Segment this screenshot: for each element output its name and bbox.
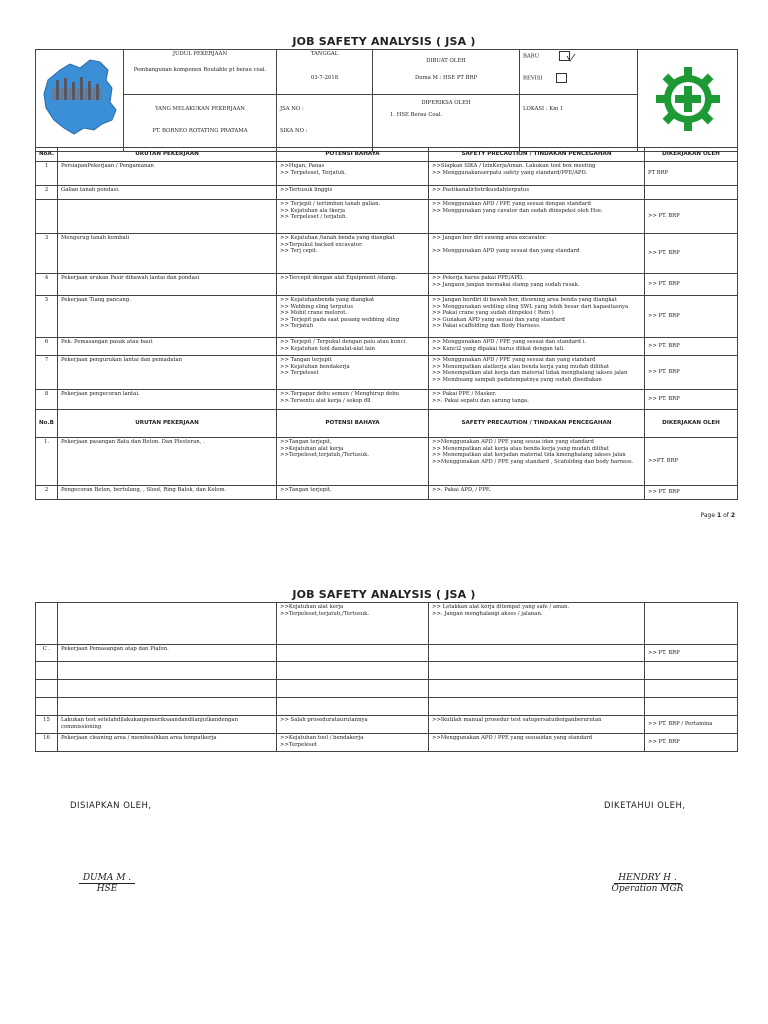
doc-title: JOB SAFETY ANALYSIS ( JSA ) — [292, 35, 476, 48]
dibuat-label: DIBUAT OLEH — [426, 58, 466, 64]
hazard — [277, 645, 429, 662]
hazard: >>.Terpapar debu semen / Menghirup debu >>.Tersentu alat kerja / sekop dll — [277, 390, 429, 410]
table-row — [36, 234, 738, 274]
company-logo-cell — [36, 50, 124, 152]
table-row — [36, 338, 738, 356]
k3-logo-cell — [638, 50, 738, 152]
kalimantan-map-logo — [36, 50, 122, 148]
pelaksana-cell — [124, 94, 277, 151]
revisi-checkbox[interactable] — [556, 73, 567, 83]
lokasi-cell — [520, 94, 638, 151]
table-row — [36, 200, 738, 234]
table-row — [36, 274, 738, 296]
hazard: >> Kejatuhanbenda yang diangkat >> Webbing sling terputus >> Mobil crane melorot. >> Terjepit pada saat pasang webbing sling >> Terjatuh — [277, 296, 429, 338]
safety-precaution: >>Ikutilah manual prosedur test satupersatudenganberurutan — [429, 716, 645, 734]
safety-precaution: >> Pekerja harus pakai PPE/APD. >> Jangann jangan memakai stamp yang sudah rusak. — [429, 274, 645, 296]
row-number: 1. — [36, 438, 58, 486]
hazard: >> Terjepit / Terpukul dengan palu atau kunci. >> Kejatuhan tool danalat-alat lain — [277, 338, 429, 356]
safety-precaution: >> Pakai PPE / Masker. >>. Pakai sepatu dan sarung tanga. — [429, 390, 645, 410]
page-number — [701, 512, 735, 519]
row-number: 4 — [36, 274, 58, 296]
hazard: >> Salah prosedurataurutannya — [277, 716, 429, 734]
table-row — [36, 716, 738, 734]
baru-row — [523, 51, 634, 61]
row-number — [36, 680, 58, 698]
judul-label: JUDUL PEKERJAAN — [172, 51, 228, 57]
pelaksana-value: PT. BORNEO ROTATING PRATAMA — [152, 128, 248, 135]
done-by: >> PT. BRP — [645, 200, 738, 234]
task-step — [58, 680, 277, 698]
section-b-body — [36, 438, 738, 500]
page-2-body — [36, 603, 738, 752]
table-row — [36, 734, 738, 752]
diperiksa-cell — [373, 94, 520, 151]
hazard — [277, 680, 429, 698]
row-number: 5 — [36, 296, 58, 338]
col-dikerjakan-b: DIKERJAKAN OLEH — [645, 410, 738, 438]
row-number: C . — [36, 645, 58, 662]
done-by: >>PT. BRP — [645, 438, 738, 486]
row-number: 8 — [36, 390, 58, 410]
row-number: 7 — [36, 356, 58, 390]
task-step: Pek. Pemasangan pasak atau baut — [58, 338, 277, 356]
prepared-signature — [72, 873, 142, 894]
row-number — [36, 603, 58, 645]
prepared-by-label: DISIAPKAN OLEH, — [70, 801, 152, 811]
acknowledged-by-label: DIKETAHUI OLEH, — [604, 801, 686, 811]
done-by: >> PT. BRP — [645, 296, 738, 338]
task-step — [58, 662, 277, 680]
task-step — [58, 603, 277, 645]
hazard: >>Tangan terjepit, — [277, 486, 429, 500]
hazard — [277, 698, 429, 716]
done-by — [645, 186, 738, 200]
revisi-row — [523, 73, 634, 83]
page-2 — [0, 585, 768, 1024]
col-urutan-b: URUTAN PEKERJAAN — [58, 410, 277, 438]
page-of: of — [723, 512, 729, 519]
done-by: >> PT. BRP — [645, 274, 738, 296]
done-by: >> PT. BRP — [645, 356, 738, 390]
table-row — [36, 662, 738, 680]
sika-no-label: SIKA NO : — [280, 128, 308, 135]
page-current: 1 — [716, 512, 722, 519]
task-step: Pekerjaan cleaning area / membesihkan area tempatkerja — [58, 734, 277, 752]
diperiksa-value: 1. HSE Berau Coal. — [390, 112, 443, 119]
safety-precaution: >>Menggunakan APD / PPE yang sesuaidan yang standard — [429, 734, 645, 752]
tanggal-cell — [277, 50, 373, 95]
row-number: 1 — [36, 162, 58, 186]
table-row — [36, 698, 738, 716]
jsa-steps-table-a — [35, 147, 738, 500]
done-by: PT BRP — [645, 162, 738, 186]
col-no-a: NoA. — [36, 148, 58, 162]
hazard: >> Kejatuhan /tanah benda yang diangkat >>Terpukul backed excavator. >> Terj cepit. — [277, 234, 429, 274]
safety-precaution: >> Jangan ber diri suwing area excavator. >> Menggunakan APD yang sesuai dan yang standard — [429, 234, 645, 274]
safety-precaution: >> Letakkan alat kerja ditempat yang safe / aman. >>. Jangan menghalangi akses / jalanan. — [429, 603, 645, 645]
task-step: Pekerjaan pasangan Bata dan Beton. Dan Plesteran, . — [58, 438, 277, 486]
safety-precaution: >>Menggunakan APD / PPE yang sesua idan yang standard >> Menempatkan alat kerja atau benda kerja yang mudah dilihat >> Menempatkan alat kerjadan material tida kmenghalang iakses jalan >>Menggunakan APD / PPE yang standard , Scafolding dan body harness. — [429, 438, 645, 486]
dibuat-value: Duma M : HSE PT BRP — [414, 74, 478, 81]
row-number: 15 — [36, 716, 58, 734]
safety-precaution — [429, 680, 645, 698]
safety-precaution: >>Siapkan SIKA / IzinKerjaAman. Lakukan tool box meeting >> Menggunakanserpatu safety yang standard/PPE/APD. — [429, 162, 645, 186]
hazard: >>Kejatuhan alat kerja >>Terpeleset,terjatuh,/Tertusuk. — [277, 603, 429, 645]
hazard: >> Tangan terjepit >> Kejatuhan bendakerja >> Terpeleset — [277, 356, 429, 390]
hazard: >>Tangan terjepit, >>Kejatuhan alat kerja >>Terpeleset,terjatuh,/Tertusuk. — [277, 438, 429, 486]
done-by: >> PT. BRP — [645, 734, 738, 752]
row-number — [36, 698, 58, 716]
hazard — [277, 662, 429, 680]
col-potensi-b: POTENSI BAHAYA — [277, 410, 429, 438]
acknowledged-signature — [605, 873, 690, 894]
task-step: Pengecoran Beton, bertulang, , Sloof, Ring Balok, dan Kolom. — [58, 486, 277, 500]
checkmark-icon — [566, 53, 576, 63]
done-by — [645, 662, 738, 680]
done-by — [645, 680, 738, 698]
col-dikerjakan: DIKERJAKAN OLEH — [645, 148, 738, 162]
task-step: Galian tanah pondasi. — [58, 186, 277, 200]
baru-label: BARU — [523, 53, 540, 60]
judul-cell — [124, 50, 277, 95]
task-step: Pekerjaan pengecoran lantai. — [58, 390, 277, 410]
col-no-b: No.B — [36, 410, 58, 438]
safety-precaution: >> Menggunakan APD / PPE yang sesuai dengan standard >> Menggunakan yang cavator dan sudah diinspeksi oleh Hse. — [429, 200, 645, 234]
done-by: >> PT. BRP — [645, 338, 738, 356]
task-step: Mengurug tanah kembali — [58, 234, 277, 274]
row-number: 16 — [36, 734, 58, 752]
acknowledged-name: HENDRY H . — [614, 873, 680, 884]
judul-value: Pembangunan komponen Routable pt berau coal. — [133, 66, 267, 73]
col-safety: SAFETY PRECAUTION / TINDAKAN PENCEGAHAN — [429, 148, 645, 162]
task-step — [58, 200, 277, 234]
safety-precaution: >> Menggunakan APD / PPE yang sesuai dan standard i. >> Kunci2 yang dipakai harus diikat dengan tali. — [429, 338, 645, 356]
tanggal-value: 03-7-2018 — [310, 74, 339, 81]
col-urutan: URUTAN PEKERJAAN — [58, 148, 277, 162]
lokasi-label: LOKASI : Km 1 — [523, 105, 564, 112]
page-total: 2 — [730, 512, 735, 519]
safety-precaution: >> Jangan berdiri di bawah ber, diswning area benda yang diangkat >> Menggunakan webling sling SWL yang lebih besar dari kapasitasnya >> Pakai crane yang sudah diinpeksi ( Rem ) >> Gunakan APD yang sesuai dan yang standard >> Pakai scaffolding dan Body Harness. — [429, 296, 645, 338]
page-label: Page — [700, 512, 716, 519]
table-row — [36, 486, 738, 500]
doc-title-page-2: JOB SAFETY ANALYSIS ( JSA ) — [292, 588, 476, 601]
hazard: >>Hujan, Panas >> Terpeleset, Terjatuh. — [277, 162, 429, 186]
jsa-no-label: JSA NO : — [280, 105, 304, 112]
done-by: >> PT. BRP — [645, 645, 738, 662]
safety-precaution: >> Menggunakan APD / PPE yang sesuai dan yang standard >> Menempatkan alatkerja atau benda kerja yang mudah diliihat >> Menempatkan alat kerja dan material tidak menghalang iakses jalan >> Membuang sampah padatempatnya yang sudah disediakan — [429, 356, 645, 390]
hazard: >> Terjepit / tertimbun tanah galian. >> Kejatuhan ala tkerja >> Terpeleset / terjatuh. — [277, 200, 429, 234]
safety-precaution: >> Pastikanalirlistrikusdahterputus — [429, 186, 645, 200]
acknowledged-role: Operation MGR — [611, 884, 684, 894]
prepared-role: HSE — [96, 884, 118, 894]
task-step — [58, 698, 277, 716]
row-number: 3 — [36, 234, 58, 274]
done-by: >> PT. BRP — [645, 234, 738, 274]
revisi-label: REVISI — [523, 75, 543, 82]
hazard: >>Tertusuk linggis — [277, 186, 429, 200]
table-row — [36, 438, 738, 486]
hazard: >>Tercepit dengan alat Equipment /stamp. — [277, 274, 429, 296]
table-row — [36, 162, 738, 186]
task-step: Pekerjaan Tiang pancang. — [58, 296, 277, 338]
table-row — [36, 296, 738, 338]
col-safety-b: SAFETY PRECAUTION / TINDAKAN PENCEGAHAN — [429, 410, 645, 438]
table-row — [36, 680, 738, 698]
task-step: Pekerjaan Pemasangan atap dan Plafon. — [58, 645, 277, 662]
status-cell — [520, 50, 638, 95]
hazard: >>Kejatuhan tool / bendakerja >>Terpeleset — [277, 734, 429, 752]
row-number: 2 — [36, 486, 58, 500]
table-row — [36, 645, 738, 662]
row-number — [36, 662, 58, 680]
done-by — [645, 698, 738, 716]
pelaksana-label: YANG MELAKUKAN PEKERJAAN — [155, 105, 245, 112]
jsa-header-table — [35, 49, 738, 152]
done-by: >> PT. BRP / Pertamina — [645, 716, 738, 734]
dibuat-cell — [373, 50, 520, 95]
col-potensi: POTENSI BAHAYA — [277, 148, 429, 162]
done-by: >> PT. BRP — [645, 390, 738, 410]
row-number — [36, 200, 58, 234]
jsa-steps-table-page-2 — [35, 602, 738, 752]
task-step: Lakukan test setelahdilakukanpemeriksaandandilanjutkandengan commissioning — [58, 716, 277, 734]
task-step: Pekerjaan pengurukan lantai dan pemadatan — [58, 356, 277, 390]
table-row — [36, 186, 738, 200]
safety-precaution — [429, 698, 645, 716]
table-row — [36, 390, 738, 410]
table-header-row-b — [36, 410, 738, 438]
task-step: PersiapanPekerjaan / Pengamanan — [58, 162, 277, 186]
tanggal-label: TANGGAL — [310, 51, 339, 57]
diperiksa-label: DIPERIKSA OLEH — [421, 99, 471, 106]
safety-precaution — [429, 645, 645, 662]
task-step: Pekerjaan urukan Pasir dibawah lantai dan pondasi — [58, 274, 277, 296]
table-row — [36, 356, 738, 390]
section-a-body — [36, 162, 738, 410]
done-by — [645, 603, 738, 645]
row-number: 6 — [36, 338, 58, 356]
safety-precaution: >>. Pakai APD, / PPE. — [429, 486, 645, 500]
table-row — [36, 603, 738, 645]
safety-precaution — [429, 662, 645, 680]
prepared-name: DUMA M . — [79, 873, 135, 884]
jsa-no-cell — [277, 94, 373, 151]
done-by: >> PT. BRP — [645, 486, 738, 500]
table-header-row — [36, 148, 738, 162]
row-number: 2 — [36, 186, 58, 200]
k3-safety-cross-icon — [653, 64, 723, 134]
